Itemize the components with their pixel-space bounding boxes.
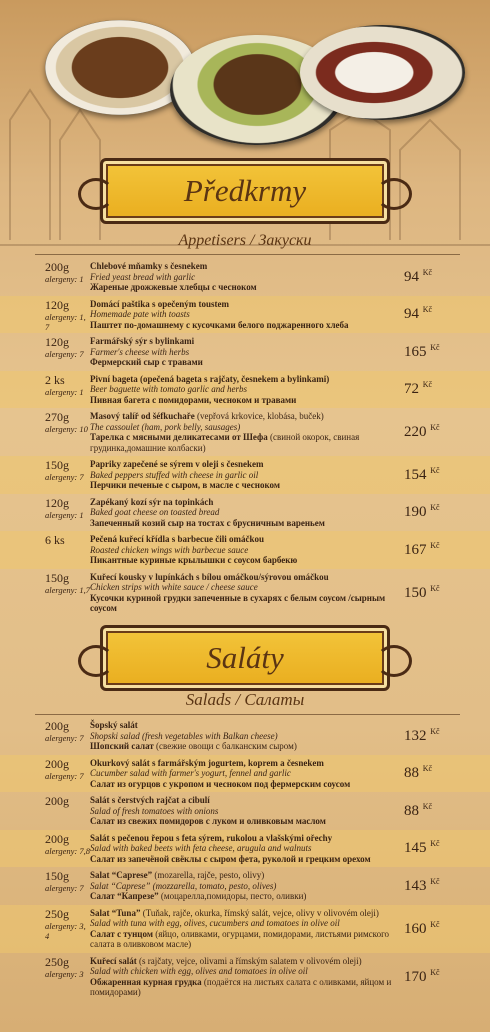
menu-item	[0, 531, 490, 569]
english-name: Cucumber salad with farmer's yogurt, fennel and garlic	[90, 768, 291, 778]
menu-item-description	[90, 411, 395, 453]
portion-size: 270g	[45, 410, 69, 424]
price-value: 150	[404, 584, 427, 601]
english-name: Salad with baked beets with feta cheese, arugula and walnuts	[90, 843, 312, 853]
russian-line	[90, 854, 395, 865]
menu-item-description	[90, 497, 395, 529]
russian-name: Фермерский сыр с травами	[90, 357, 203, 367]
price	[404, 920, 440, 938]
food-plate-image	[300, 25, 465, 120]
czech-name: Papriky zapečené se sýrem v oleji s česnekem	[90, 459, 264, 469]
russian-name: Тарелка с мясными деликатесами от Шефа	[90, 432, 268, 442]
price-value: 88	[404, 765, 419, 782]
russian-line	[90, 480, 395, 491]
price	[404, 727, 440, 745]
menu-item-description	[90, 572, 395, 614]
english-name: Homemade pate with toasts	[90, 309, 190, 319]
price	[404, 466, 440, 484]
allergens: alergeny: 7	[45, 733, 84, 743]
czech-line	[90, 497, 395, 508]
russian-name: Салат из огурцов с укропом и чесноком под фермерским соусом	[90, 778, 351, 789]
section-banner-salads	[100, 625, 390, 691]
english-name: Roasted chicken wings with barbecue sauce	[90, 544, 249, 555]
menu-item-meta	[45, 336, 90, 359]
currency: Kč	[430, 503, 440, 513]
price-value: 145	[404, 840, 427, 857]
menu-item-meta	[45, 411, 90, 434]
russian-line	[90, 395, 395, 406]
price	[404, 305, 432, 323]
czech-line	[90, 870, 395, 881]
menu-item	[0, 717, 490, 755]
czech-detail: (vepřová krkovice, klobása, buček)	[197, 411, 324, 421]
price-value: 165	[404, 343, 427, 360]
russian-name: Пикантные куриные крылышки с соусом барбекю	[90, 555, 298, 565]
currency: Kč	[422, 801, 433, 811]
price-value: 190	[404, 504, 427, 521]
menu-item-description	[90, 534, 395, 566]
russian-name: Запеченный козий сыр на тостах с брусничным вареньем	[90, 517, 325, 528]
portion-size: 2 ks	[45, 372, 65, 387]
russian-line	[90, 320, 395, 331]
allergens: alergeny: 7	[45, 349, 84, 359]
section-title: Předkrmy	[183, 173, 307, 208]
english-name: Chicken strips with white sauce / cheese sauce	[90, 582, 258, 592]
menu-item-description	[90, 459, 395, 491]
price	[404, 503, 440, 521]
menu-item	[0, 569, 490, 617]
czech-line	[90, 758, 395, 769]
menu-item	[0, 905, 490, 953]
czech-name: Farmářský sýr s bylinkami	[90, 336, 195, 346]
russian-line	[90, 977, 395, 998]
czech-line	[90, 534, 395, 545]
russian-detail: (свежие овощи с балканским сыром)	[156, 741, 297, 751]
portion-size: 200g	[45, 719, 69, 733]
english-name: Salad of fresh tomatoes with onions	[90, 805, 219, 816]
russian-name: Жареные дрожжевые хлебцы с чесноком	[90, 282, 257, 292]
price	[404, 877, 440, 895]
menu-item-description	[90, 758, 395, 790]
price-value: 170	[404, 968, 427, 985]
currency: Kč	[430, 342, 440, 352]
czech-line	[90, 261, 395, 272]
czech-line	[90, 795, 395, 806]
portion-size: 200g	[45, 831, 69, 846]
price	[404, 423, 440, 441]
menu-item-meta	[45, 720, 90, 743]
czech-name: Salát s pečenou řepou s feta sýrem, rukolou a vlašskými ořechy	[90, 832, 333, 843]
russian-detail: (моцарелла,помидоры, песто, оливки)	[160, 891, 307, 901]
menu-item	[0, 258, 490, 296]
menu-item-meta	[45, 795, 90, 808]
menu-item-meta	[45, 758, 90, 781]
menu-item	[0, 494, 490, 532]
price-value: 132	[404, 727, 427, 744]
allergens: alergeny: 7	[45, 770, 84, 781]
english-name: Salat “Caprese” (mozzarella, tomato, pesto, olives)	[90, 880, 277, 891]
czech-line	[90, 299, 395, 310]
menu-item-meta	[45, 908, 90, 941]
price	[404, 584, 440, 602]
russian-detail: (яйцо, оливками, огурцами, помидорами, листьями римского салата в оливковом масле)	[90, 928, 390, 949]
russian-line	[90, 357, 395, 368]
russian-name: Салат из свежих помидоров с луком и оливковым маслом	[90, 816, 326, 826]
menu-item	[0, 296, 490, 334]
allergens: alergeny: 3	[45, 968, 84, 979]
menu-item-meta	[45, 374, 90, 397]
russian-line	[90, 816, 395, 827]
salads-list	[0, 717, 490, 1001]
english-name: Farmer's cheese with herbs	[90, 346, 190, 357]
currency: Kč	[430, 726, 440, 736]
appetisers-list	[0, 258, 490, 617]
russian-name: Салат “Капрезе”	[90, 891, 159, 901]
price	[404, 968, 440, 986]
czech-detail: (s rajčaty, vejce, olivami a římským salatem v olivovém oleji)	[139, 955, 362, 966]
price-value: 94	[404, 306, 419, 323]
portion-size: 200g	[45, 756, 69, 771]
english-name: Baked goat cheese on toasted bread	[90, 507, 220, 517]
czech-detail: (mozarella, rajče, pesto, olivy)	[154, 870, 265, 880]
russian-line	[90, 282, 395, 293]
english-name: Salad with chicken with egg, olives and tomatoes in olive oil	[90, 966, 308, 976]
czech-name: Kuřecí salát	[90, 955, 137, 966]
price	[404, 764, 432, 782]
allergens: alergeny: 1	[45, 274, 84, 284]
price-value: 154	[404, 466, 427, 483]
price-value: 220	[404, 424, 427, 440]
portion-size: 120g	[45, 495, 69, 510]
currency: Kč	[430, 540, 440, 550]
czech-name: Masový talíř od šéfkuchaře	[90, 411, 195, 421]
portion-size: 120g	[45, 297, 69, 312]
czech-name: Salát s čerstvých rajčat a cibulí	[90, 795, 210, 805]
russian-line	[90, 891, 395, 902]
czech-line	[90, 374, 395, 385]
menu-item-description	[90, 299, 395, 331]
czech-name: Salat “Caprese”	[90, 870, 153, 880]
currency: Kč	[430, 839, 440, 849]
menu-item-meta	[45, 870, 90, 893]
menu-item-description	[90, 870, 395, 902]
russian-name: Паштет по-домашнему с кусочками белого поджаренного хлеба	[90, 319, 349, 330]
english-name: Beer baguette with tomato garlic and herbs	[90, 384, 247, 394]
russian-line	[90, 555, 395, 566]
menu-item-description	[90, 956, 395, 998]
allergens: alergeny: 7	[45, 883, 84, 893]
menu-item	[0, 792, 490, 830]
portion-size: 250g	[45, 906, 69, 921]
menu-item	[0, 408, 490, 456]
menu-item-meta	[45, 299, 90, 332]
portion-size: 150g	[45, 869, 69, 883]
menu-item-meta	[45, 534, 90, 547]
currency: Kč	[430, 919, 440, 929]
section-title: Saláty	[206, 640, 284, 675]
czech-name: Salat “Tuna”	[90, 907, 141, 918]
russian-line	[90, 779, 395, 790]
russian-detail: (подаётся на листьях салата с оливками, яйцом и помидорами)	[90, 976, 392, 997]
menu-item-meta	[45, 459, 90, 482]
allergens: alergeny: 1, 7	[45, 311, 86, 332]
czech-line	[90, 908, 395, 919]
czech-name: Šopský salát	[90, 720, 138, 730]
menu-item-meta	[45, 497, 90, 520]
menu-item-meta	[45, 261, 90, 284]
currency: Kč	[422, 764, 433, 774]
currency: Kč	[430, 423, 440, 432]
russian-name: Салат из запечёной свёклы с сыром фета, руколой и грецким орехом	[90, 853, 371, 864]
czech-name: Chlebové mňamky s česnekem	[90, 261, 208, 271]
allergens: alergeny: 7,8	[45, 845, 91, 856]
menu-item-description	[90, 261, 395, 293]
russian-line	[90, 929, 395, 950]
english-name: Salad with tuna with egg, olives, cucumbers and tomatoes in olive oil	[90, 918, 340, 928]
menu-item	[0, 755, 490, 793]
menu-item-description	[90, 795, 395, 827]
portion-size: 120g	[45, 335, 69, 349]
portion-size: 150g	[45, 458, 69, 472]
price-value: 167	[404, 541, 427, 558]
currency: Kč	[430, 583, 440, 593]
menu-item	[0, 830, 490, 868]
portion-size: 200g	[45, 260, 69, 274]
russian-name: Салат с тунцом	[90, 928, 153, 939]
english-name: Fried yeast bread with garlic	[90, 271, 196, 282]
menu-item-description	[90, 908, 395, 950]
portion-size: 150g	[45, 570, 69, 585]
allergens: alergeny: 1,7	[45, 584, 91, 595]
price	[404, 343, 440, 361]
menu-item	[0, 456, 490, 494]
czech-line	[90, 833, 395, 844]
price	[404, 802, 432, 820]
price	[404, 380, 432, 398]
russian-name: Шопский салат	[90, 741, 154, 751]
russian-name: Кусочки куриной грудки запеченные в сухарях с белым соусом /сырным соусом	[90, 592, 386, 613]
czech-line	[90, 459, 395, 470]
russian-name: Перчики печеные с сыром, в масле с чесноком	[90, 480, 280, 490]
allergens: alergeny: 7	[45, 472, 84, 482]
menu-item	[0, 333, 490, 371]
russian-line	[90, 593, 395, 614]
czech-name: Okurkový salát s farmářským jogurtem, koprem a česnekem	[90, 757, 324, 768]
currency: Kč	[430, 465, 440, 475]
currency: Kč	[422, 267, 433, 277]
section-banner-appetisers	[100, 158, 390, 224]
price	[404, 541, 440, 559]
menu-item-description	[90, 833, 395, 865]
menu-item-meta	[45, 833, 90, 856]
price-value: 160	[404, 920, 427, 937]
czech-name: Pivní bageta (opečená bageta s rajčaty, česnekem a bylinkami)	[90, 373, 330, 384]
menu-item	[0, 867, 490, 905]
menu-item-description	[90, 336, 395, 368]
czech-line	[90, 720, 395, 731]
czech-line	[90, 411, 395, 422]
czech-name: Zapékaný kozí sýr na topinkách	[90, 496, 214, 507]
czech-line	[90, 956, 395, 967]
czech-name: Kuřecí kousky v lupínkách s bílou omáčkou/sýrovou omáčkou	[90, 571, 329, 582]
menu-item-description	[90, 374, 395, 406]
menu-item-meta	[45, 956, 90, 979]
section-subtitle: Appetisers / Закуски	[178, 232, 312, 249]
divider	[35, 254, 460, 255]
menu-item	[0, 953, 490, 1001]
menu-item-description	[90, 720, 395, 752]
portion-size: 6 ks	[45, 533, 65, 547]
russian-name: Обжаренная курная грудка	[90, 976, 202, 987]
portion-size: 250g	[45, 954, 69, 969]
menu-item-meta	[45, 572, 90, 595]
czech-line	[90, 336, 395, 347]
price	[404, 268, 432, 286]
russian-detail: (свиной окорок, свиная грудинка,домашние колбаски)	[90, 432, 360, 453]
price-value: 143	[404, 877, 427, 894]
portion-size: 200g	[45, 794, 69, 808]
english-name: The cassoulet (ham, pork belly, sausages)	[90, 421, 241, 432]
allergens: alergeny: 3, 4	[45, 920, 86, 941]
menu-item	[0, 371, 490, 409]
czech-detail: (Tuňak, rajče, okurka, římský salát, vejce, olivy v olivovém oleji)	[142, 907, 379, 918]
currency: Kč	[422, 380, 433, 390]
price-value: 94	[404, 268, 419, 285]
russian-line	[90, 741, 395, 752]
currency: Kč	[430, 967, 440, 977]
allergens: alergeny: 1	[45, 386, 84, 397]
czech-line	[90, 572, 395, 583]
price	[404, 839, 440, 857]
russian-name: Пивная багета с помидорами, чесноком и травами	[90, 394, 297, 405]
russian-line	[90, 432, 395, 453]
english-name: Baked peppers stuffed with cheese in garlic oil	[90, 469, 259, 480]
currency: Kč	[430, 876, 440, 886]
divider	[35, 714, 460, 715]
czech-name: Pečená kuřecí křídla s barbecue čili omáčkou	[90, 534, 264, 544]
price-value: 88	[404, 802, 419, 819]
czech-name: Domácí paštika s opečeným toustem	[90, 298, 229, 309]
russian-line	[90, 518, 395, 529]
price-value: 72	[404, 381, 419, 398]
allergens: alergeny: 10	[45, 424, 88, 434]
allergens: alergeny: 1	[45, 509, 84, 520]
section-subtitle: Salads / Салаты	[185, 690, 305, 709]
currency: Kč	[422, 305, 433, 315]
english-name: Shopski salad (fresh vegetables with Balkan cheese)	[90, 730, 278, 741]
